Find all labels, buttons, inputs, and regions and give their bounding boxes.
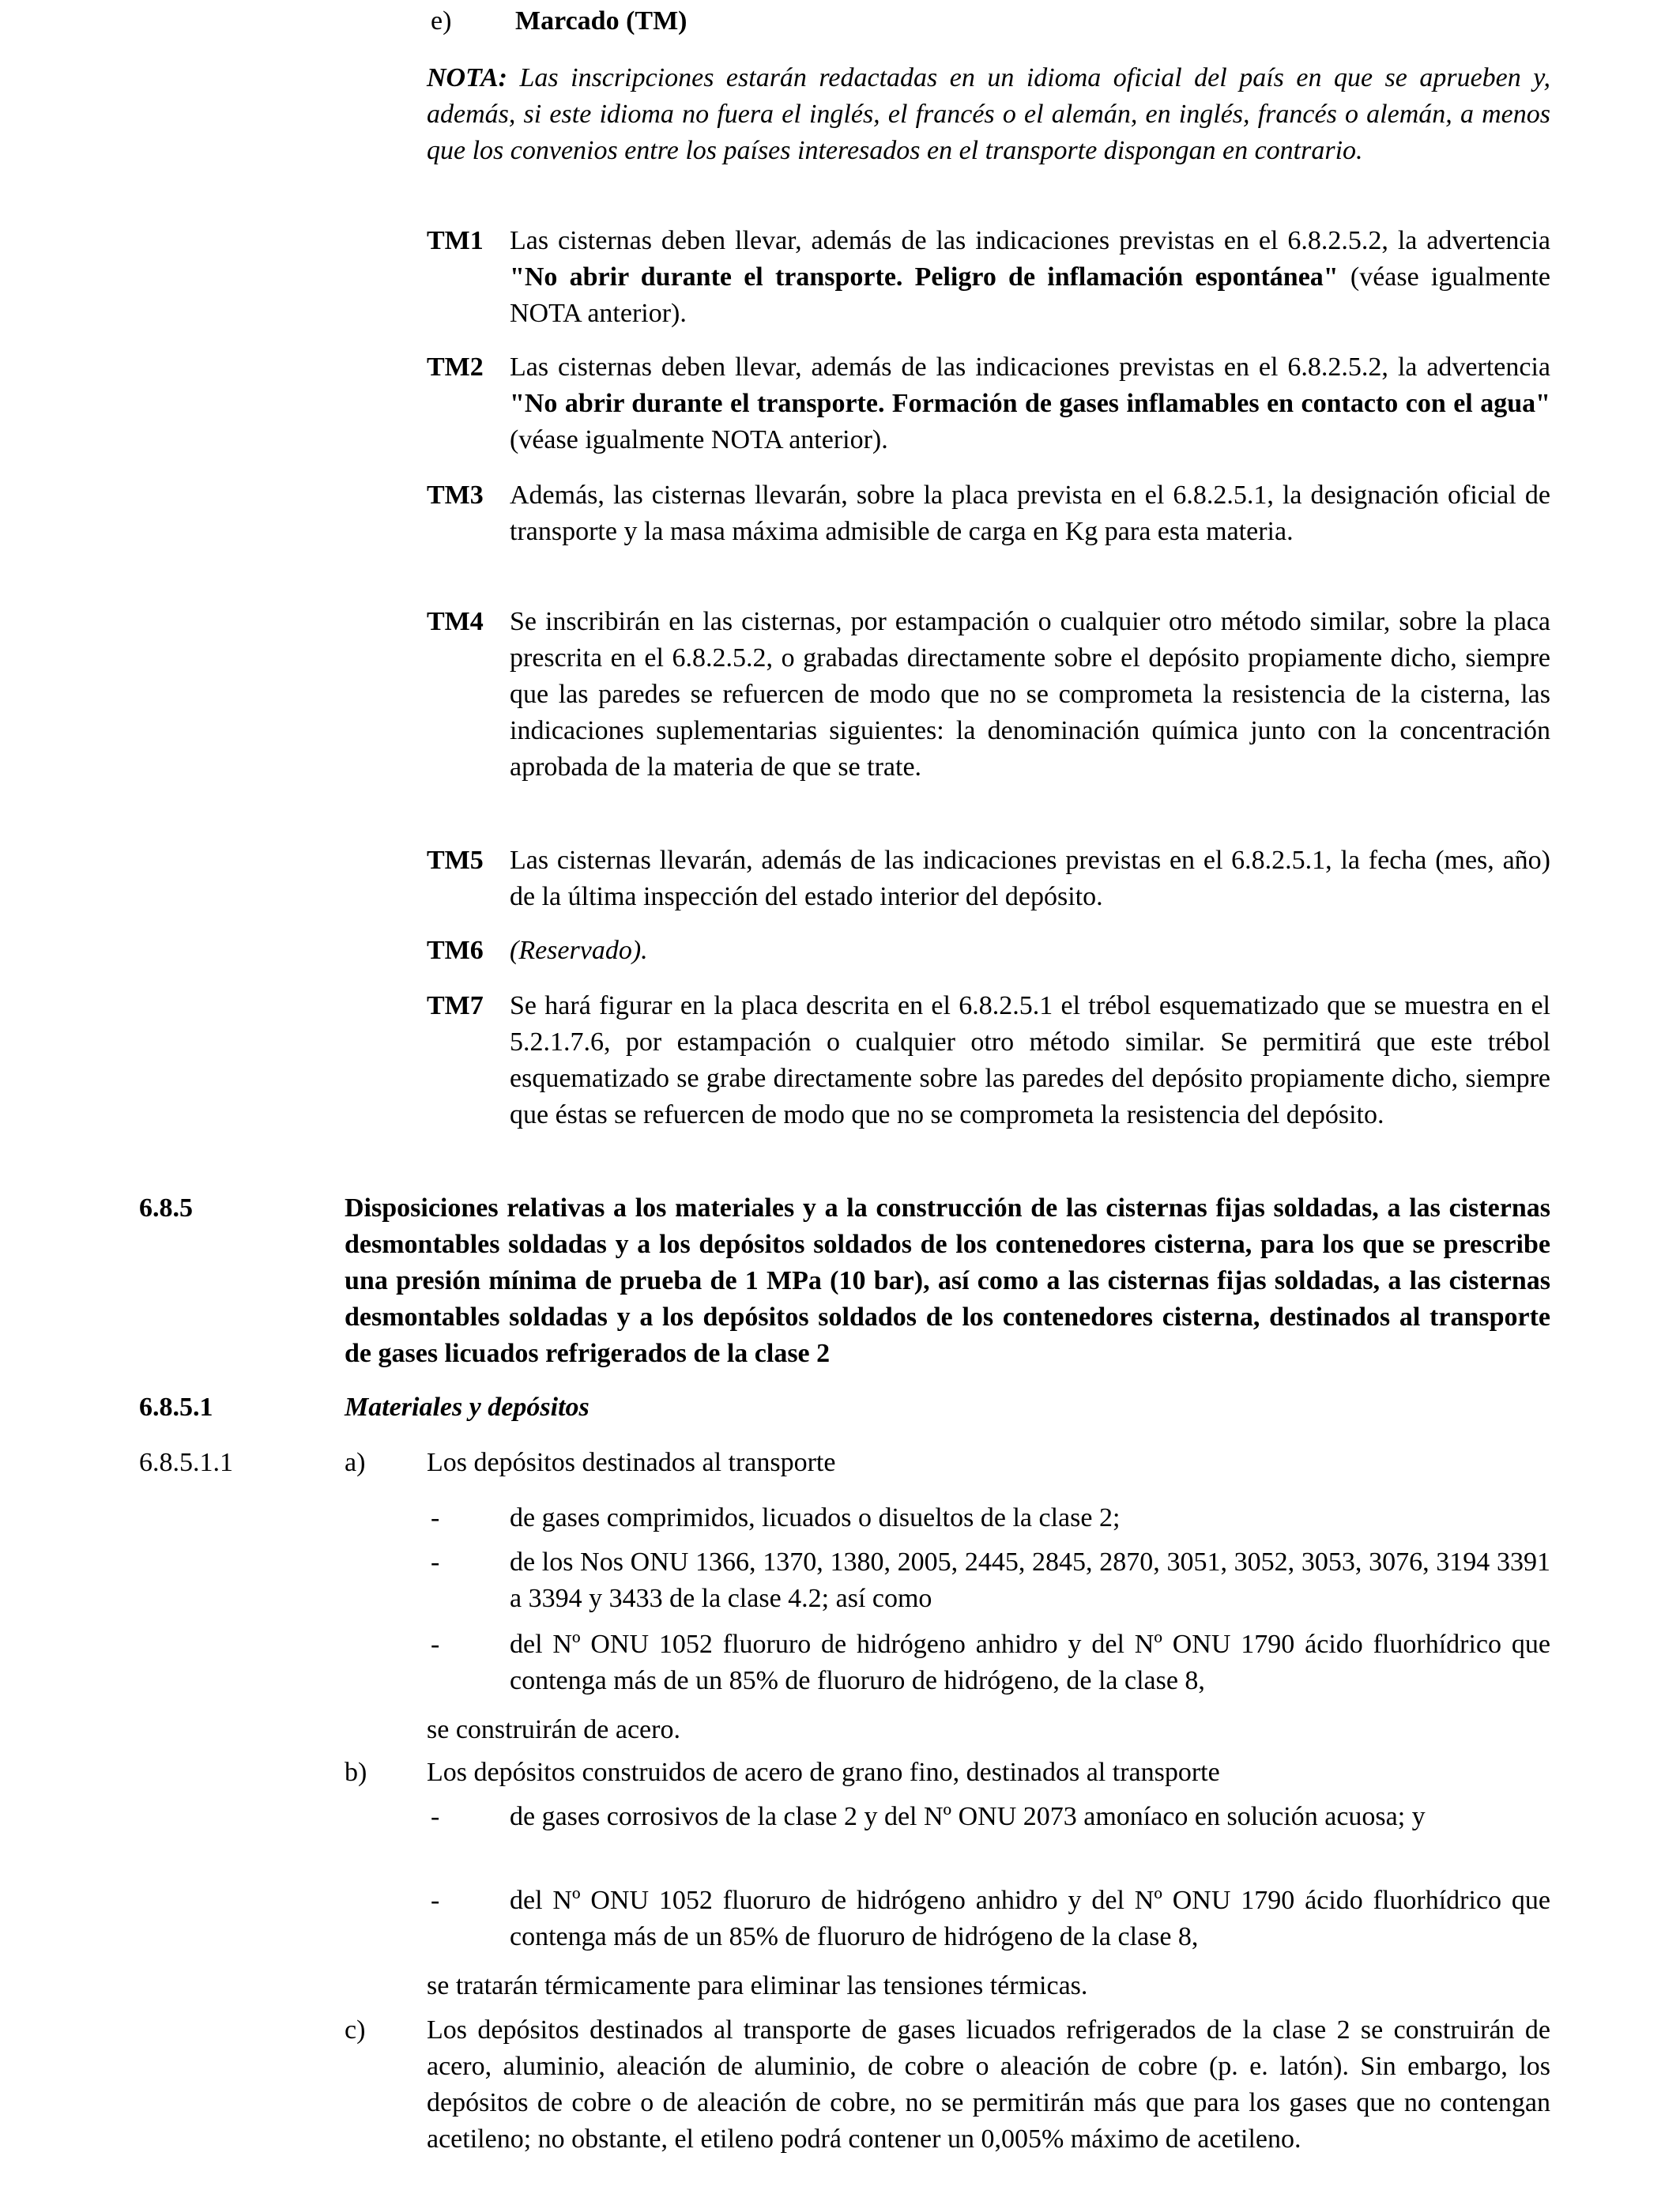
item-a-list-item-2: de los Nos ONU 1366, 1370, 1380, 2005, 2445, 2845, 2870, 3051, 3052, 3053, 3076, 3194 3391 a 3394 y 3433 de la clase 4.2; así como: [510, 1547, 1550, 1613]
section-title-6-8-5-1: Materiales y depósitos: [345, 1393, 590, 1422]
tm7-label: TM7: [427, 991, 484, 1020]
item-b-dash-2: -: [431, 1886, 440, 1915]
item-b-list-item-2: del Nº ONU 1052 fluoruro de hidrógeno anhidro y del Nº ONU 1790 ácido fluorhídrico que contenga más de un 85% de fluoruro de hidrógeno de la clase 8,: [510, 1886, 1550, 1951]
section-number-6-8-5-1: 6.8.5.1: [139, 1393, 213, 1422]
tm2-text-start: Las cisternas deben llevar, además de las indicaciones previstas en el 6.8.2.5.2, la advertencia: [510, 352, 1550, 382]
tm5-text: Las cisternas llevarán, además de las indicaciones previstas en el 6.8.2.5.1, la fecha (mes, año) de la última inspección del estado interior del depósito.: [510, 846, 1550, 911]
note-text: Las inscripciones estarán redactadas en un idioma oficial del país en que se aprueben y, además, si este idioma no fuera el inglés, el francés o el alemán, en inglés, francés o alemán, a menos que los convenios entre los países interesados en el transporte dispongan en contrario.: [427, 63, 1550, 165]
tm3-text: Además, las cisternas llevarán, sobre la placa prevista en el 6.8.2.5.1, la designación oficial de transporte y la masa máxima admisible de carga en Kg para esta materia.: [510, 481, 1550, 546]
tm5-label: TM5: [427, 846, 484, 875]
item-letter-b: b): [345, 1758, 367, 1787]
item-letter-a: a): [345, 1448, 366, 1477]
tm4-text: Se inscribirán en las cisternas, por estampación o cualquier otro método similar, sobre la placa prescrita en el 6.8.2.5.2, o grabadas directamente sobre el depósito propiamente dicho, siempre que las paredes se refuercen de modo que no se comprometa la resistencia de la cisterna, las indicaciones suplementarias siguientes: la denominación química junto con la concentración aprobada de la materia de que se trate.: [510, 607, 1550, 782]
tm2-warning: "No abrir durante el transporte. Formación de gases inflamables en contacto con el agua": [510, 389, 1550, 418]
tm1-text: [510, 223, 1550, 332]
tm2-text: [510, 349, 1550, 458]
item-b-closing: se tratarán térmicamente para eliminar las tensiones térmicas.: [427, 1971, 1088, 2000]
item-b-dash-1: -: [431, 1802, 440, 1831]
tm3-label: TM3: [427, 481, 484, 510]
item-b-list-item-1: de gases corrosivos de la clase 2 y del Nº ONU 2073 amoníaco en solución acuosa; y: [510, 1802, 1426, 1831]
tm1-warning: "No abrir durante el transporte. Peligro de inflamación espontánea": [510, 262, 1339, 292]
item-a-closing: se construirán de acero.: [427, 1715, 680, 1744]
note-label: NOTA:: [427, 63, 507, 92]
item-a-intro: Los depósitos destinados al transporte: [427, 1448, 836, 1477]
section-title-6-8-5: Disposiciones relativas a los materiales y a la construcción de las cisternas fijas soldadas, a las cisternas desmontables soldadas y a los depósitos soldados de los contenedores cisterna, para los que se prescribe una presión mínima de prueba de 1 MPa (10 bar), así como a las cisternas fijas soldadas, a las cisternas desmontables soldadas y a los depósitos soldados de los contenedores cisterna, destinados al transporte de gases licuados refrigerados de la clase 2: [345, 1193, 1550, 1368]
item-a-list-item-1: de gases comprimidos, licuados o disueltos de la clase 2;: [510, 1503, 1121, 1532]
note-paragraph: [427, 60, 1550, 169]
item-b-intro: Los depósitos construidos de acero de grano fino, destinados al transporte: [427, 1758, 1220, 1787]
section-title-marcado: Marcado (TM): [515, 6, 687, 36]
tm4-label: TM4: [427, 607, 484, 636]
section-number-6-8-5-1-1: 6.8.5.1.1: [139, 1448, 233, 1477]
item-letter-c: c): [345, 2015, 366, 2045]
item-a-list-item-3: del Nº ONU 1052 fluoruro de hidrógeno anhidro y del Nº ONU 1790 ácido fluorhídrico que contenga más de un 85% de fluoruro de hidrógeno, de la clase 8,: [510, 1630, 1550, 1695]
tm2-text-end: (véase igualmente NOTA anterior).: [510, 425, 888, 454]
tm2-label: TM2: [427, 352, 484, 382]
item-a-dash-2: -: [431, 1547, 440, 1577]
tm7-text: Se hará figurar en la placa descrita en el 6.8.2.5.1 el trébol esquematizado que se muestra en el 5.2.1.7.6, por estampación o cualquier otro método similar. Se permitirá que este trébol esquematizado se grabe directamente sobre las paredes del depósito propiamente dicho, siempre que éstas se refuercen de modo que no se comprometa la resistencia del depósito.: [510, 991, 1550, 1129]
item-a-dash-3: -: [431, 1630, 440, 1659]
tm1-text-end: (véase igualmente NOTA anterior).: [510, 262, 1550, 328]
tm1-label: TM1: [427, 226, 484, 255]
tm6-text: (Reservado).: [510, 936, 648, 965]
tm1-text-start: Las cisternas deben llevar, además de las indicaciones previstas en el 6.8.2.5.2, la advertencia: [510, 226, 1550, 255]
tm6-label: TM6: [427, 936, 484, 965]
item-a-dash-1: -: [431, 1503, 440, 1532]
item-letter-e: e): [431, 6, 452, 36]
item-c-text: Los depósitos destinados al transporte de gases licuados refrigerados de la clase 2 se construirán de acero, aluminio, aleación de aluminio, de cobre o aleación de cobre (p. e. latón). Sin embargo, los depósitos de cobre o de aleación de cobre, no se permitirán más que para los gases que no contengan acetileno; no obstante, el etileno podrá contener un 0,005% máximo de acetileno.: [427, 2015, 1550, 2154]
section-number-6-8-5: 6.8.5: [139, 1193, 193, 1223]
